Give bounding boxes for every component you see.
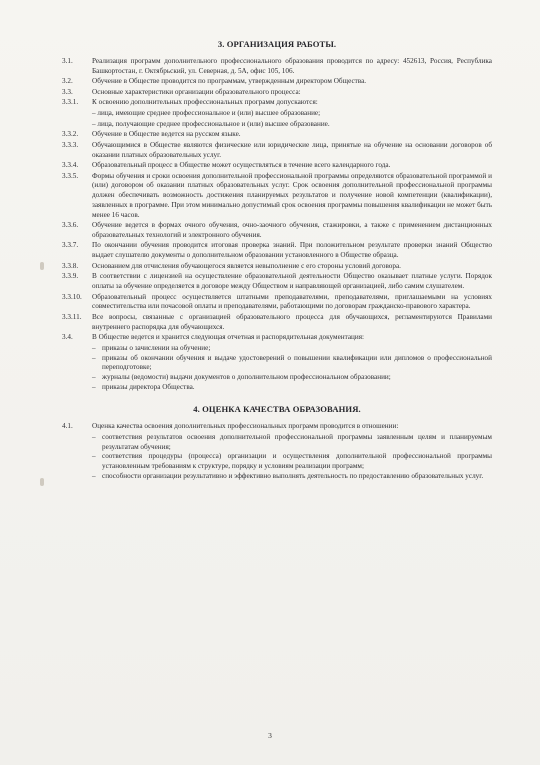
page-content <box>62 39 492 482</box>
clause-text: Оценка качества освоения дополнительных профессиональных программ проводится в отношении: <box>92 422 399 431</box>
clause-text: Формы обучения и сроки освоения дополнительной профессиональной программы определяются образовательной программой и (или) договором об оказании платных образовательных услуг. Срок освоения дополнительной профессиональной программы должен обеспечивать возможность достижения планируемых результатов и получение новой компетенции (квалификации), заявленных в программе. При этом минимально допустимый срок освоения программы повышения квалификации не может быть менее 16 часов. <box>92 171 492 219</box>
clause-3-3-11 <box>62 313 492 332</box>
clause-text: Реализация программ дополнительного профессионального образования проводится по адресу: 452613, Россия, Республика Башкортостан, г. Октябрьский, ул. Северная, д. 5А, офис 105, 106. <box>92 57 492 75</box>
clause-number: 3.3.9. <box>62 272 79 281</box>
clause-number: 3.3.2. <box>62 130 79 139</box>
clause-4-1 <box>62 422 492 432</box>
list-item: – способности организации результативно и эффективно выполнять деятельность по предоставлению образовательных услуг. <box>92 471 484 480</box>
clause-3-3-3 <box>62 141 492 160</box>
clause-3-3-1-a <box>62 109 492 119</box>
clause-3-3-5 <box>62 172 492 221</box>
list-item: – соответствия процедуры (процесса) организации и осуществления дополнительной профессиональной программы установленным требованиям к структуре, порядку и условиям реализации программ; <box>92 452 492 471</box>
clause-number: 3.3.6. <box>62 221 79 230</box>
clause-text: Основные характеристики организации образовательного процесса: <box>92 87 301 96</box>
clause-text: В соответствии с лицензией на осуществление образовательной деятельности Общество оказывает платные услуги. Порядок оплаты за обучение определяется в договоре между Обществом и направляющей организацией, либо самим слушателем. <box>92 272 492 291</box>
clause-number: 3.1. <box>62 57 73 65</box>
list-item: – приказы о зачислении на обучение; <box>92 343 211 352</box>
clause-number: 3.3.3. <box>62 140 79 149</box>
clause-number: 3.3. <box>62 87 73 96</box>
list-item: – соответствия результатов освоения дополнительной профессиональной программы заявленным целям и планируемым результатам обучения; <box>92 432 492 451</box>
clause-number: 3.3.4. <box>62 161 79 170</box>
clause-number: 3.3.1. <box>62 98 79 107</box>
punch-hole-mark <box>40 478 44 486</box>
clause-number: 3.3.5. <box>62 171 79 180</box>
clause-text: Обучение в Обществе ведется на русском языке. <box>92 130 241 139</box>
clause-text: К освоению дополнительных профессиональных программ допускаются: <box>92 98 318 107</box>
section-3-heading: 3. ОРГАНИЗАЦИЯ РАБОТЫ. <box>217 39 337 49</box>
clause-number <box>62 109 92 119</box>
quality-criteria-list <box>92 433 492 482</box>
clause-3-1 <box>62 57 492 76</box>
clause-3-2 <box>62 77 492 87</box>
clause-3-3-4 <box>62 161 492 171</box>
clause-text: – лица, получающие среднее профессиональное и (или) высшее образование. <box>92 119 330 128</box>
clause-3-3-6 <box>62 221 492 240</box>
clause-number: 3.3.11. <box>62 312 82 321</box>
section-3-items <box>62 57 492 343</box>
quality-criteria-row <box>62 433 492 482</box>
clause-number: 3.3.10. <box>62 292 82 301</box>
clause-text: Все вопросы, связанные с организацией образовательного процесса для обучающихся, регламентируются Правилами внутреннего распорядка для обучающихся. <box>92 312 492 331</box>
list-item: – журналы (ведомости) выдачи документов о дополнительном профессиональном образовании; <box>92 372 391 381</box>
clause-text: Обучающимися в Обществе являются физические или юридические лица, принятые на обучение на основании договоров об оказании платных образовательных услуг. <box>92 140 492 159</box>
clause-text: Образовательный процесс осуществляется штатными преподавателями, преподавателями, приглашаемыми на условиях совместительства или почасовой оплаты и преподавателями, работающими по договорам гражданско-правового характера. <box>92 292 492 311</box>
list-item: – приказы директора Общества. <box>92 382 195 391</box>
clause-text: По окончании обучения проводится итоговая проверка знаний. При положительном результате проверки знаний Общество выдает слушателю документы о дополнительном образовании установленного в Обществе образца. <box>92 241 492 260</box>
punch-hole-mark <box>40 262 44 270</box>
docs-list-row <box>62 344 492 393</box>
clause-text: – лица, имеющие среднее профессиональное и (или) высшее образование; <box>92 109 321 118</box>
docs-list <box>92 344 492 393</box>
clause-3-3-7 <box>62 241 492 260</box>
clause-3-3 <box>62 88 492 98</box>
clause-text: В Обществе ведется и хранится следующая отчетная и распорядительная документация: <box>92 333 365 342</box>
clause-3-4 <box>62 333 492 343</box>
clause-number: 3.4. <box>62 333 73 342</box>
clause-number: 3.3.8. <box>62 261 79 270</box>
clause-3-3-1-b <box>62 120 492 130</box>
page-number: 3 <box>268 731 272 740</box>
clause-number: 3.2. <box>62 77 73 86</box>
clause-3-3-10 <box>62 293 492 312</box>
clause-3-3-8 <box>62 262 492 272</box>
clause-text: Обучение ведется в формах очного обучения, очно-заочного обучения, стажировки, а также с применением дистанционных образовательных технологий и электронного обучения. <box>92 221 492 239</box>
clause-text: Основанием для отчисления обучающегося является невыполнение с его стороны условий договора. <box>92 261 401 270</box>
clause-3-3-2 <box>62 130 492 140</box>
list-item: – приказы об окончании обучения и выдаче удостоверений о повышении квалификации или дипломов о профессиональной переподготовке; <box>92 353 492 372</box>
clause-number: 4.1. <box>62 422 73 431</box>
clause-number <box>62 120 92 130</box>
clause-text: Образовательный процесс в Обществе может осуществляться в течение всего календарного года. <box>92 161 391 170</box>
clause-3-3-9 <box>62 272 492 291</box>
section-4-heading: 4. ОЦЕНКА КАЧЕСТВА ОБРАЗОВАНИЯ. <box>193 404 361 415</box>
clause-number: 3.3.7. <box>62 241 79 250</box>
clause-3-3-1 <box>62 98 492 108</box>
clause-text: Обучение в Обществе проводится по программам, утвержденным директором Общества. <box>92 77 367 86</box>
